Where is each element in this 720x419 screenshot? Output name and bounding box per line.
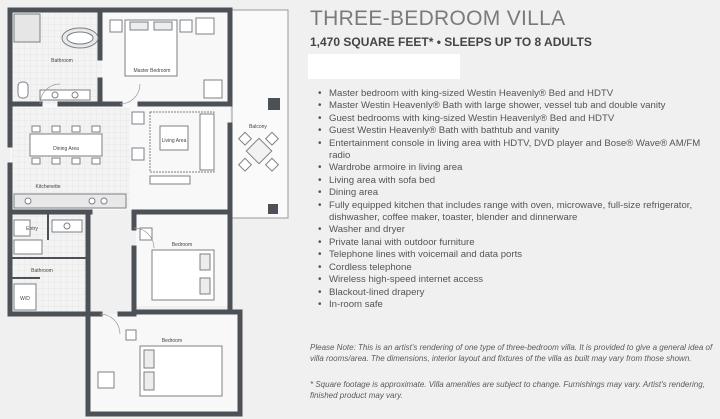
armchair	[132, 112, 144, 124]
blank-field	[308, 54, 460, 79]
list-item: • Washer and dryer	[316, 224, 716, 236]
bathtub-basin	[67, 32, 93, 44]
pillow	[144, 372, 154, 390]
shower	[14, 14, 40, 42]
list-item: • Blackout-lined drapery	[316, 287, 716, 299]
label-wd: W/D	[20, 296, 30, 302]
vanity	[40, 90, 90, 100]
list-item: • Private lanai with outdoor furniture	[316, 237, 716, 249]
label-balcony: Balcony	[249, 124, 267, 130]
pillow	[154, 22, 172, 30]
villa-subtitle: 1,470 SQUARE FEET* • SLEEPS UP TO 8 ADULTS	[310, 35, 592, 49]
pillow	[130, 22, 148, 30]
armchair	[98, 372, 114, 388]
sofa	[200, 114, 214, 170]
sink	[72, 92, 78, 98]
villa-title: THREE-BEDROOM VILLA	[310, 7, 566, 30]
label-bathroom-guest: Bathroom	[31, 268, 53, 274]
footnote: * Square footage is approximate. Villa amenities are subject to change. Furnishings may vary. Artist's rendering, finished product may vary.	[310, 380, 705, 400]
balcony-area	[232, 10, 288, 218]
label-dining-area: Dining Area	[53, 146, 79, 152]
chair	[72, 126, 80, 132]
armchair	[196, 18, 214, 34]
amenities-list	[316, 88, 716, 311]
label-master-bedroom: Master Bedroom	[133, 68, 171, 74]
sink	[52, 92, 58, 98]
list-item: • Wireless high-speed internet access	[316, 274, 716, 286]
column	[268, 204, 278, 214]
floor-plan	[0, 0, 300, 419]
nightstand	[180, 20, 192, 32]
chair	[32, 126, 40, 132]
armchair	[132, 148, 144, 160]
disclaimer-note: Please Note: This is an artist's rendering of one type of three-bedroom villa. It is provided to give a general idea of villa rooms/area. The dimensions, interior layout and fixtures of the villa as built may vary from those shown.	[310, 343, 713, 363]
kitchen-dining-floor	[12, 108, 130, 208]
toilet	[18, 82, 28, 98]
label-entry: Entry	[26, 226, 38, 232]
list-item: • Cordless telephone	[316, 262, 716, 274]
list-item: • Guest bedrooms with king-sized Westin Heavenly® Bed and HDTV	[316, 113, 716, 125]
cooktop	[101, 198, 107, 204]
chair	[52, 126, 60, 132]
armchair	[204, 80, 222, 98]
dining-table	[30, 134, 102, 156]
floor-plan-drawing	[0, 0, 300, 419]
console	[150, 176, 190, 184]
label-kitchenette: Kitchenette	[35, 184, 61, 190]
chair	[32, 158, 40, 164]
pillow	[200, 254, 210, 270]
nightstand	[126, 330, 136, 340]
cooktop	[89, 198, 95, 204]
nightstand	[110, 20, 122, 32]
list-item: • Wardrobe armoire in living area	[316, 162, 716, 174]
pillow	[200, 278, 210, 294]
column	[268, 98, 280, 110]
list-item: • Dining area	[316, 187, 716, 199]
bathtub	[14, 240, 42, 254]
chair	[72, 158, 80, 164]
list-item: • Master bedroom with king-sized Westin Heavenly® Bed and HDTV	[316, 88, 716, 100]
list-item: • Living area with sofa bed	[316, 175, 716, 187]
list-item: • Telephone lines with voicemail and data ports	[316, 249, 716, 261]
kitchen-sink	[25, 198, 31, 204]
list-item: • Entertainment console in living area with HDTV, DVD player and Bose® Wave® AM/FM radio	[316, 138, 716, 163]
chair	[52, 158, 60, 164]
sink	[64, 223, 70, 229]
chair	[92, 126, 100, 132]
label-bedroom: Bedroom	[171, 242, 193, 248]
label-bathroom: Bathroom	[51, 58, 73, 64]
list-item: • Guest Westin Heavenly® Bath with bathtub and vanity	[316, 125, 716, 137]
list-item: • Master Westin Heavenly® Bath with large shower, vessel tub and double vanity	[316, 100, 716, 112]
villa-info-panel	[310, 0, 720, 419]
label-living-area: Living Area	[161, 138, 187, 144]
label-bedroom-2: Bedroom	[161, 338, 183, 344]
pillow	[144, 350, 154, 368]
list-item: • In-room safe	[316, 299, 716, 311]
list-item: • Fully equipped kitchen that includes range with oven, microwave, full-size refrigerator, dishwasher, coffee maker, toaster, blender and dinnerware	[316, 200, 716, 225]
chair	[92, 158, 100, 164]
